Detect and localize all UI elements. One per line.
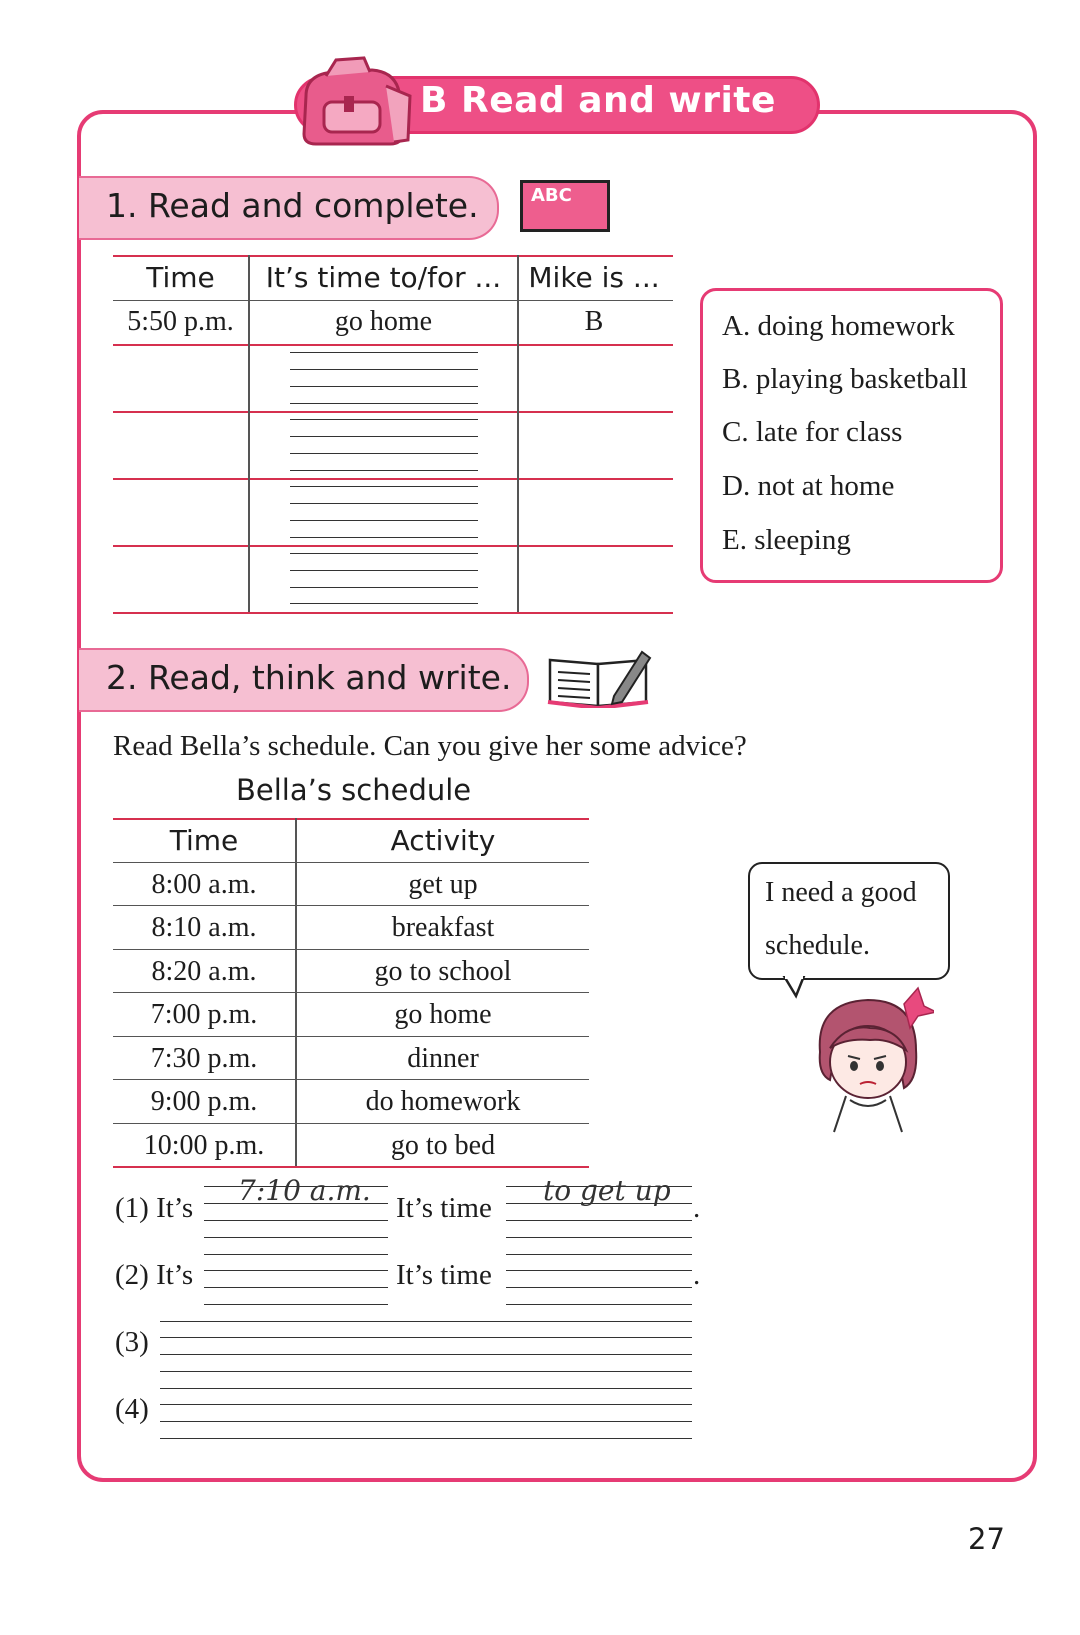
abc-badge-text: ABC — [531, 185, 572, 206]
writing-line[interactable] — [204, 1270, 388, 1271]
writing-line[interactable] — [160, 1404, 692, 1405]
writing-line[interactable] — [160, 1421, 692, 1422]
q1-middle: It’s time — [396, 1192, 492, 1224]
q2-prefix: (2) It’s — [115, 1259, 194, 1291]
option-d: D. not at home — [722, 470, 895, 502]
q3-prefix: (3) — [115, 1326, 149, 1358]
table1-header-activity: It’s time to/for ... — [265, 261, 502, 294]
writing-line[interactable] — [506, 1270, 692, 1271]
speech-line-2: schedule. — [765, 930, 870, 961]
table2-header-activity: Activity — [390, 824, 496, 857]
table2-top-rule — [113, 818, 589, 820]
writing-line[interactable] — [160, 1371, 692, 1372]
writing-line[interactable] — [290, 537, 478, 538]
table2-cell-activity: dinner — [407, 1043, 479, 1074]
table2-header-rule — [113, 862, 589, 863]
writing-line[interactable] — [290, 553, 478, 554]
writing-line[interactable] — [290, 520, 478, 521]
writing-line[interactable] — [290, 503, 478, 504]
table1-top-rule — [113, 255, 673, 257]
table1-cell-mike: B — [584, 306, 604, 337]
q1-prefix: (1) It’s — [115, 1192, 194, 1224]
table1-row-rule — [113, 545, 673, 547]
table2-cell-time: 7:30 p.m. — [150, 1043, 258, 1074]
q1-activity-answer: to get up — [543, 1174, 671, 1207]
writing-line[interactable] — [204, 1237, 388, 1238]
table2-row-rule — [113, 1079, 589, 1080]
abc-board-icon — [520, 180, 610, 232]
table2-row-rule — [113, 1036, 589, 1037]
table2-cell-time: 8:00 a.m. — [151, 869, 257, 900]
table2-cell-activity: go home — [394, 999, 492, 1030]
writing-line[interactable] — [290, 403, 478, 404]
writing-line[interactable] — [290, 470, 478, 471]
table2-row-rule — [113, 905, 589, 906]
table1-row-rule — [113, 344, 673, 346]
writing-line[interactable] — [290, 419, 478, 420]
writing-line[interactable] — [160, 1354, 692, 1355]
table1-row-rule — [113, 411, 673, 413]
section2-title: 2. Read, think and write. — [106, 658, 512, 697]
option-a: A. doing homework — [722, 310, 955, 342]
backpack-icon — [286, 56, 416, 148]
writing-line[interactable] — [160, 1337, 692, 1338]
schedule-title: Bella’s schedule — [236, 773, 472, 807]
writing-line[interactable] — [506, 1254, 692, 1255]
writing-line[interactable] — [506, 1304, 692, 1305]
writing-line[interactable] — [506, 1287, 692, 1288]
table2-cell-time: 8:10 a.m. — [151, 912, 257, 943]
writing-line[interactable] — [290, 486, 478, 487]
writing-line[interactable] — [160, 1438, 692, 1439]
writing-line[interactable] — [204, 1220, 388, 1221]
table1-cell-time: 5:50 p.m. — [127, 306, 234, 337]
q1-period: . — [693, 1192, 701, 1224]
option-c: C. late for class — [722, 416, 903, 448]
q2-middle: It’s time — [396, 1259, 492, 1291]
writing-line[interactable] — [290, 453, 478, 454]
writing-line[interactable] — [290, 603, 478, 604]
q4-prefix: (4) — [115, 1393, 149, 1425]
q1-time-answer: 7:10 a.m. — [238, 1174, 371, 1207]
section1-title: 1. Read and complete. — [106, 186, 479, 225]
table2-row-rule — [113, 1123, 589, 1124]
q2-period: . — [693, 1259, 701, 1291]
writing-line[interactable] — [506, 1237, 692, 1238]
table1-header-rule — [113, 300, 673, 301]
writing-line[interactable] — [160, 1388, 692, 1389]
table2-cell-time: 10:00 p.m. — [143, 1130, 265, 1161]
table2-cell-activity: go to school — [374, 956, 512, 987]
section2-intro: Read Bella’s schedule. Can you give her some advice? — [113, 730, 747, 762]
option-b: B. playing basketball — [722, 363, 968, 395]
writing-line[interactable] — [290, 369, 478, 370]
table2-cell-activity: get up — [408, 869, 478, 900]
writing-line[interactable] — [290, 587, 478, 588]
speech-line-1: I need a good — [765, 877, 917, 908]
table1-header-time: Time — [146, 261, 215, 294]
table2-cell-time: 9:00 p.m. — [150, 1086, 258, 1117]
table2-cell-activity: breakfast — [391, 912, 495, 943]
writing-line[interactable] — [290, 386, 478, 387]
table2-cell-activity: do homework — [365, 1086, 521, 1117]
writing-line[interactable] — [290, 570, 478, 571]
writing-line[interactable] — [506, 1220, 692, 1221]
table2-cell-activity: go to bed — [390, 1130, 496, 1161]
table2-row-rule — [113, 949, 589, 950]
girl-illustration-icon — [806, 984, 934, 1134]
writing-line[interactable] — [290, 352, 478, 353]
table1-bottom-rule — [113, 612, 673, 614]
writing-line[interactable] — [204, 1304, 388, 1305]
table1-cell-activity: go home — [334, 306, 433, 337]
table2-row-rule — [113, 992, 589, 993]
page-number: 27 — [968, 1522, 1005, 1556]
writing-line[interactable] — [290, 436, 478, 437]
option-e: E. sleeping — [722, 524, 851, 556]
table2-bottom-rule — [113, 1166, 589, 1168]
open-book-pencil-icon — [546, 650, 652, 708]
writing-line[interactable] — [204, 1287, 388, 1288]
table2-header-time: Time — [169, 824, 239, 857]
table2-cell-time: 7:00 p.m. — [150, 999, 258, 1030]
writing-line[interactable] — [204, 1254, 388, 1255]
table2-cell-time: 8:20 a.m. — [151, 956, 257, 987]
banner-title: B Read and write — [420, 80, 776, 121]
table1-header-mike: Mike is ... — [528, 261, 660, 294]
writing-line[interactable] — [160, 1321, 692, 1322]
table1-row-rule — [113, 478, 673, 480]
